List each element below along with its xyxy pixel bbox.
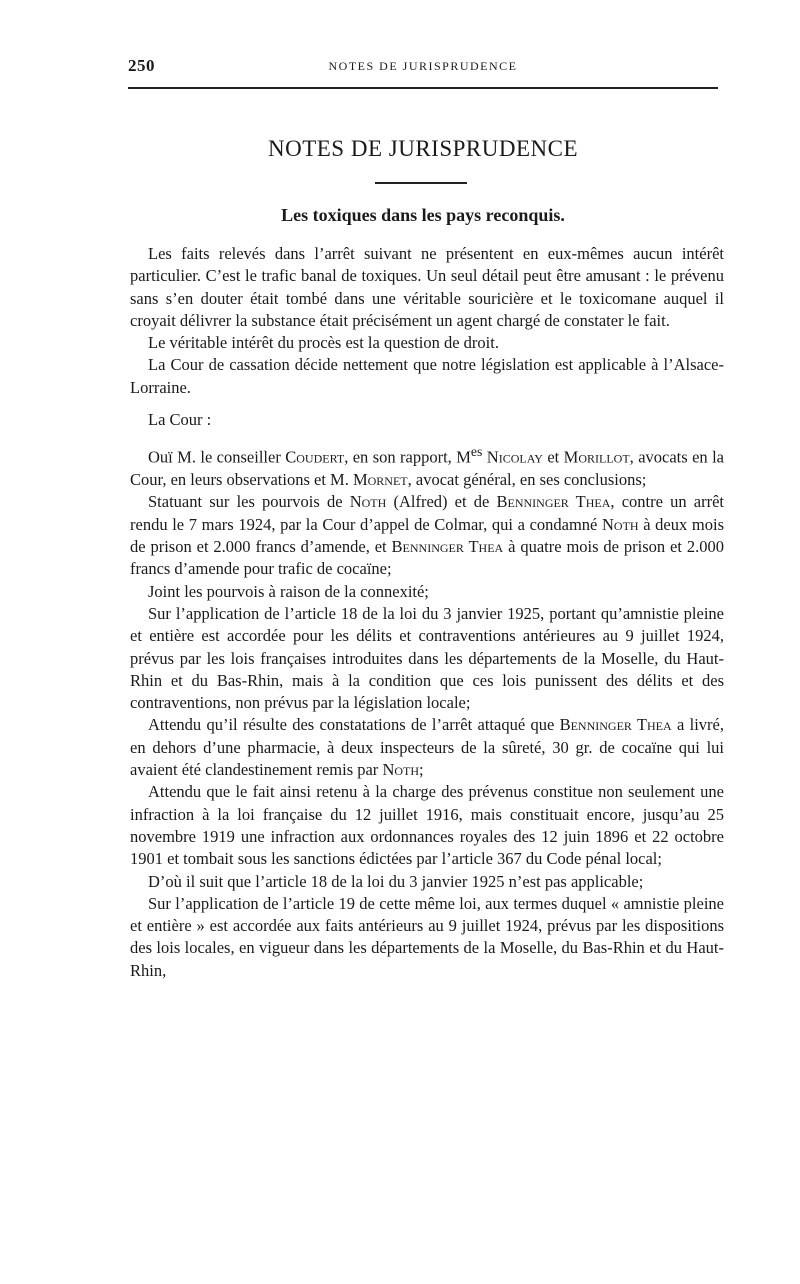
court-heading: La Cour : xyxy=(148,410,212,430)
paragraph-article-18: Sur l’application de l’article 18 de la loi du 3 janvier 1925, portant qu’amnistie pleine et entière est accordée pour les délits et contraventions antérieures au 9 juillet 1924, prévus par les lois françaises introduites dans les départements de la Moselle, du Haut-Rhin et du Bas-Rhin, mais à la condition que ces lois punissent des délits et des contraventions, non prévus par la législation locale; xyxy=(130,603,724,713)
page-number: 250 xyxy=(128,56,155,75)
paragraph-dou: D’où il suit que l’article 18 de la loi du 3 janvier 1925 n’est pas applicable; xyxy=(148,871,644,891)
name-coudert: Coudert xyxy=(285,447,345,467)
intro-paragraph: Les faits relevés dans l’arrêt suivant ne présentent en eux-mêmes aucun intérêt particulier. C’est le trafic banal de toxiques. Un seul détail peut être amusant : le prévenu sans s’en douter était tombé dans une véritable souricière et le toxicomane auquel il croyait délivrer la substance était précisément un agent chargé de constater le fait. xyxy=(130,244,724,330)
name-benninger: Benninger Thea xyxy=(391,537,504,557)
intro-paragraph: La Cour de cassation décide nettement que notre législation est applicable à l’Alsace-Lorraine. xyxy=(130,355,724,397)
running-title: NOTES DE JURISPRUDENCE xyxy=(328,59,518,73)
name-benninger: Benninger Thea xyxy=(559,715,672,735)
paragraph-attendu-1: Attendu qu’il résulte des constatations de l’arrêt attaqué que Benninger Thea a livré, en dehors d’une pharmacie, à deux inspecteurs de la sûreté, 30 gr. de cocaïne qui lui avaient été clandestinement remis par Noth; xyxy=(130,715,724,780)
paragraph-statuant: Statuant sur les pourvois de Noth (Alfred) et de Benninger Thea, contre un arrêt rendu le 7 mars 1924, par la Cour d’appel de Colmar, qui a condamné Noth à deux mois de prison et 2.000 francs d’amende, et Benninger Thea à quatre mois de prison et 2.000 francs d’amende pour trafic de cocaïne; xyxy=(130,492,724,579)
section-title: NOTES DE JURISPRUDENCE xyxy=(267,136,579,161)
title-rule xyxy=(375,182,467,184)
paragraph-joint: Joint les pourvois à raison de la connexité; xyxy=(148,581,429,601)
name-noth: Noth xyxy=(382,760,420,780)
intro-paragraph: Le véritable intérêt du procès est la question de droit. xyxy=(148,333,499,353)
running-head xyxy=(128,56,718,82)
name-noth: Noth xyxy=(349,492,387,512)
paragraph-oui: Ouï M. le conseiller Coudert, en son rapport, $M^{es}$ Nicolay et Morillot, avocats en la Cour, en leurs observations et M. Mornet, avocat général, en ses conclusions; xyxy=(130,444,724,490)
name-nicolay: Nicolay xyxy=(486,447,543,467)
paragraph-article-19: Sur l’application de l’article 19 de cette même loi, aux termes duquel « amnistie pleine et entière » est accordée aux faits antérieurs au 9 juillet 1924, prévus par les dispositions des lois locales, en vigueur dans les départements de la Moselle, du Bas-Rhin et du Haut-Rhin, xyxy=(130,893,724,980)
body-text xyxy=(130,243,724,982)
paragraph-attendu-2: Attendu que le fait ainsi retenu à la charge des prévenus constitue non seulement une infraction à la loi française du 12 juillet 1916, mais constituait encore, jusqu’au 25 novembre 1919 une infraction aux ordonnances royales des 12 juin 1896 et 22 octobre 1901 et tombait sous les sanctions édictées par l’article 367 du Code pénal local; xyxy=(130,782,724,869)
header-rule xyxy=(128,87,718,89)
name-morillot: Morillot xyxy=(563,447,630,467)
name-noth: Noth xyxy=(602,514,639,534)
name-benninger: Benninger Thea xyxy=(496,492,611,512)
name-mornet: Mornet xyxy=(352,470,408,490)
article-subtitle: Les toxiques dans les pays reconquis. xyxy=(281,205,565,225)
